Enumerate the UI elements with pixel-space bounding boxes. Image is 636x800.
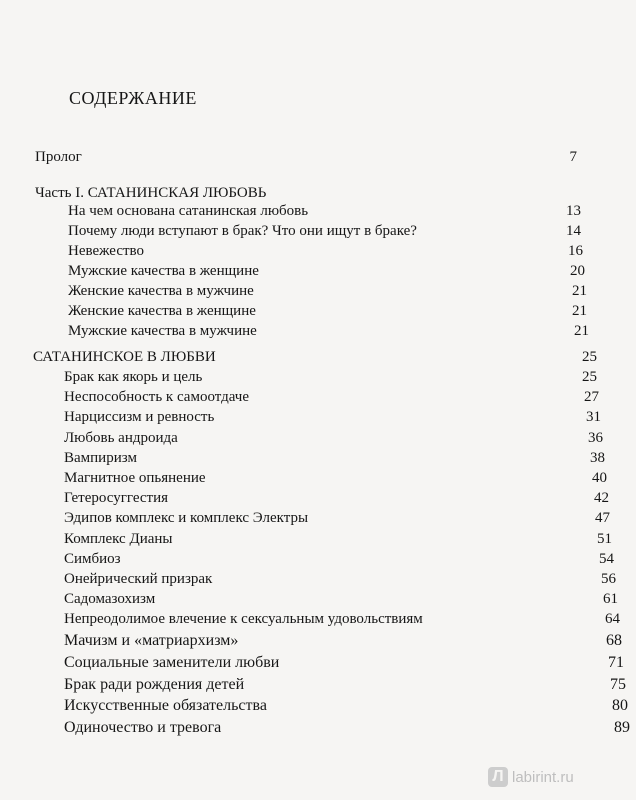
toc-entry: Невежество	[68, 243, 145, 259]
toc-page-number: 21	[574, 323, 589, 339]
watermark	[488, 767, 574, 787]
toc-page-number: 47	[595, 510, 610, 527]
toc-page-number: 38	[590, 449, 605, 466]
toc-entry: Почему люди вступают в брак? Что они ищут в браке?	[68, 223, 417, 239]
toc-entry: Эдипов комплекс и комплекс Электры	[64, 510, 309, 527]
toc-page-number: 42	[594, 490, 609, 507]
toc-entry: Брак как якорь и цель	[64, 369, 203, 385]
toc-page-number: 68	[606, 632, 622, 650]
toc-entry: Любовь андроида	[64, 429, 178, 446]
toc-entry: Мужские качества в женщине	[68, 263, 259, 279]
toc-entry: Искусственные обязательства	[64, 697, 267, 715]
toc-entry-prologue: Пролог	[35, 149, 82, 165]
toc-page-number: 16	[568, 243, 583, 259]
toc-entry: Садомазохизм	[64, 591, 156, 608]
toc-entry: Нарциссизм и ревность	[64, 409, 215, 426]
toc-entry: Гетеросуггестия	[64, 490, 169, 507]
toc-entry: На чем основана сатанинская любовь	[68, 203, 309, 219]
toc-page-number: 7	[569, 149, 577, 165]
toc-entry: Социальные заменители любви	[64, 653, 280, 671]
toc-page-number: 89	[614, 718, 630, 736]
section-heading: САТАНИНСКОЕ В ЛЮБВИ	[33, 349, 216, 365]
toc-entry: Непреодолимое влечение к сексуальным удовольствиям	[64, 611, 423, 628]
toc-entry: Неспособность к самоотдаче	[64, 389, 249, 406]
toc-page-number: 27	[584, 389, 599, 406]
toc-page-number: 40	[592, 470, 607, 486]
toc-page-number: 61	[603, 591, 618, 608]
toc-entry: Одиночество и тревога	[64, 718, 222, 736]
toc-page-number: 36	[588, 429, 603, 446]
toc-entry: Вампиризм	[64, 449, 137, 466]
toc-page-number: 71	[608, 653, 624, 671]
toc-page-number: 80	[612, 697, 628, 715]
toc-page-number: 56	[601, 571, 616, 587]
toc-page-number: 25	[582, 349, 597, 365]
part-heading: Часть I. САТАНИНСКАЯ ЛЮБОВЬ	[35, 185, 267, 201]
toc-page-number: 13	[566, 203, 581, 219]
toc-page-number: 51	[597, 530, 612, 547]
toc-page-number: 14	[566, 223, 581, 239]
labirint-logo-icon: Л	[488, 767, 508, 787]
toc-entry: Онейрический призрак	[64, 571, 213, 587]
toc-page-number: 31	[586, 409, 601, 426]
toc-page-number: 25	[582, 369, 597, 385]
toc-entry: Симбиоз	[64, 550, 121, 567]
page-title: СОДЕРЖАНИЕ	[69, 88, 197, 108]
toc-entry: Комплекс Дианы	[64, 530, 173, 547]
toc-page-number: 75	[610, 675, 626, 693]
toc-entry: Мужские качества в мужчине	[68, 323, 257, 339]
toc-entry: Мачизм и «матриархизм»	[64, 632, 239, 650]
watermark-text: labirint.ru	[512, 768, 574, 786]
toc-page-number: 54	[599, 550, 614, 567]
toc-entry: Магнитное опьянение	[64, 470, 206, 486]
toc-entry: Брак ради рождения детей	[64, 675, 245, 693]
toc-page-number: 21	[572, 283, 587, 299]
toc-page-number: 20	[570, 263, 585, 279]
toc-entry: Женские качества в мужчине	[68, 283, 254, 299]
toc-page-number: 64	[605, 611, 620, 628]
toc-page-number: 21	[572, 303, 587, 319]
toc-entry: Женские качества в женщине	[68, 303, 256, 319]
